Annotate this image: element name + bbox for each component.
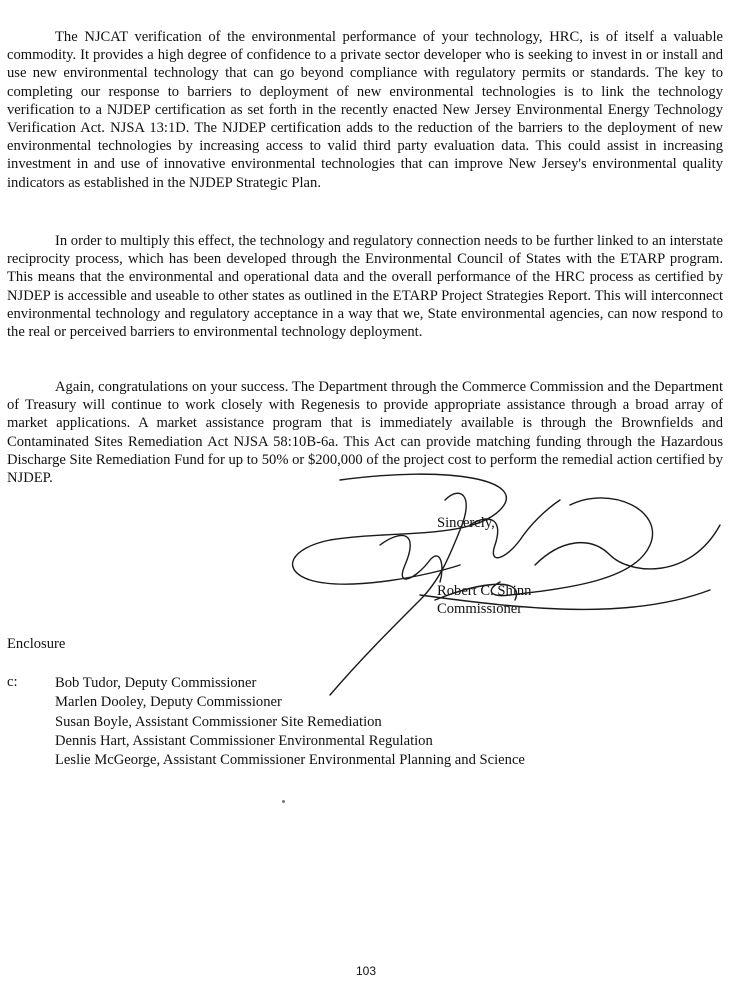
body-paragraph-3: Again, congratulations on your success. The Department through the Commerce Commission and the Department of Treasury will continue to work closely with Regenesis to provide appropriate assistance through a broad array of market applications. A market assistance program that is immediately available is through the Brownfields and Contaminated Sites Remediation Act NJSA 58:10B-6a. This Act can provide matching funding through the Hazardous Discharge Site Remediation Fund for up to 50% or $200,000 of the project cost to perform the remedial action certified by NJDEP. xyxy=(7,379,723,487)
cc-recipient: Bob Tudor, Deputy Commissioner xyxy=(55,675,257,691)
signer-name: Robert C. Shinn xyxy=(437,583,532,599)
cc-list xyxy=(55,674,525,770)
cc-recipient: Dennis Hart, Assistant Commissioner Environmental Regulation xyxy=(55,732,433,749)
cc-label: c: xyxy=(7,674,18,690)
page-number: 103 xyxy=(355,964,377,978)
signer-title: Commissioner xyxy=(437,601,523,617)
enclosure-note: Enclosure xyxy=(7,636,66,652)
cc-recipient: Leslie McGeorge, Assistant Commissioner Environmental Planning and Science xyxy=(55,752,525,769)
cc-recipient: Susan Boyle, Assistant Commissioner Site Remediation xyxy=(55,713,382,730)
cc-recipient: Marlen Dooley, Deputy Commissioner xyxy=(55,694,282,711)
body-paragraph-2: In order to multiply this effect, the technology and regulatory connection needs to be further linked to an interstate reciprocity process, which has been developed through the Environmental Council of States with the ETARP program. This means that the environmental and operational data and the overall performance of the HRC process as certified by NJDEP is accessible and useable to other states as outlined in the ETARP Project Strategies Report. This will interconnect environmental technology and regulatory acceptance in a way that we, State environmental agencies, can now respond to the real or perceived barriers to environmental technology deployment. xyxy=(7,233,723,341)
closing: Sincerely, xyxy=(437,515,495,531)
scan-speck xyxy=(282,800,285,803)
body-paragraph-1: The NJCAT verification of the environmental performance of your technology, HRC, is of itself a valuable commodity. It provides a high degree of confidence to a private sector developer who is seeking to invest in or install and use new environmental technology that can go beyond compliance with regulatory permits or standards. The key to completing our response to barriers to deployment of new environmental technologies is to link the technology verification to a NJDEP certification as set forth in the recently enacted New Jersey Environmental Energy Technology Verification Act. NJSA 13:1D. The NJDEP certification adds to the reduction of the barriers to the deployment of new environmental technologies by increasing access to valid third party evaluation data. This could assist in increasing investment in and use of innovative environmental technologies that can improve New Jersey's environmental quality indicators as established in the NJDEP Strategic Plan. xyxy=(7,29,723,191)
